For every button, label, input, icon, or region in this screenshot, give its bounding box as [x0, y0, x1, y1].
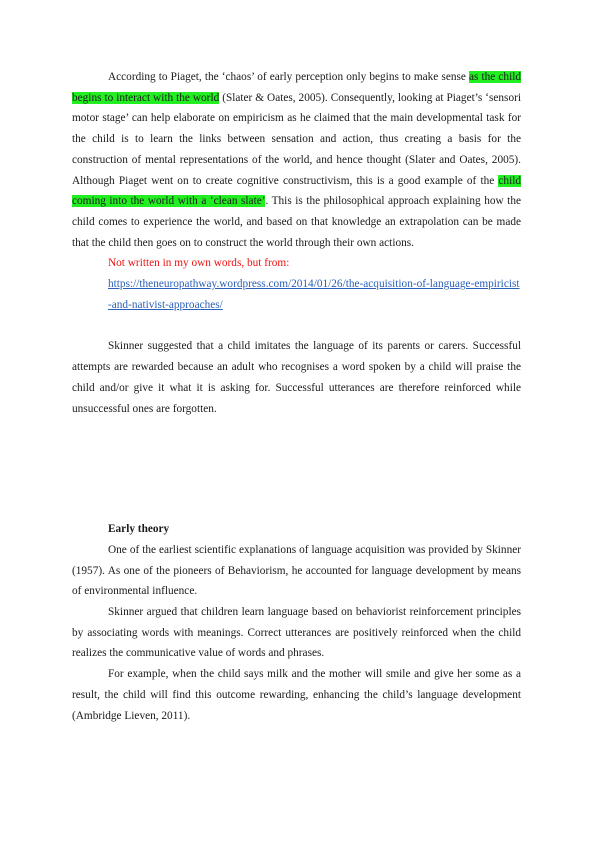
source-link[interactable]: https://theneuropathway.wordpress.com/2014/01/26/the-acquisition-of-language-empiricist-and-nativist-approaches/ [108, 278, 520, 311]
paragraph-piaget-text-2: (Slater & Oates, 2005). Consequently, looking at Piaget’s ‘sensori motor stage’ can help elaborate on empiricism as he claimed that the main developmental task for the child is to learn the links between sensation and action, thus creating a basis for the construction of mental representations of the world, and hence thought (Slater and Oates, 2005). Although Piaget went on to create cognitive constructivism, this is a good example of the [72, 91, 521, 187]
paragraph-piaget-text-1: According to Piaget, the ‘chaos’ of early perception only begins to make sense [108, 71, 469, 83]
spacer [72, 419, 521, 519]
paragraph-early-explanation: One of the earliest scientific explanations of language acquisition was provided by Skinner (1957). As one of the pioneers of Behaviorism, he accounted for language development by means of environmental influence. [72, 543, 521, 598]
source-link-line [72, 274, 521, 315]
paragraph-piaget [72, 67, 521, 253]
highlighted-text-interact: as the child begins to interact with the world [72, 71, 521, 104]
highlighted-text-clean-slate: child coming into the world with a ‘clean slate’ [72, 174, 521, 208]
paragraph-skinner-imitation: Skinner suggested that a child imitates the language of its parents or carers. Successful attempts are rewarded because an adult who recognises a word spoken by a child will praise the child and/or give it what it is asking for. Successful utterances are therefore reinforced while unsuccessful ones are forgotten. [72, 340, 521, 415]
paragraph-example: For example, when the child says milk and the mother will smile and give her some as a result, the child will find this outcome rewarding, enhancing the child’s language development (Ambridge Lieven, 2011). [72, 668, 521, 722]
source-note: Not written in my own words, but from: [108, 257, 290, 270]
paragraph-piaget-text-3: . This is the philosophical approach explaining how the child comes to experience the world, and based on that knowledge an extrapolation can be made that the child then goes on to construct the world through their own actions. [72, 195, 521, 249]
paragraph-reinforcement: Skinner argued that children learn language based on behaviorist reinforcement principles by associating words with meanings. Correct utterances are positively reinforced when the child realizes the communicative value of words and phrases. [72, 606, 521, 660]
section-heading: Early theory [108, 523, 170, 536]
spacer [72, 315, 521, 336]
